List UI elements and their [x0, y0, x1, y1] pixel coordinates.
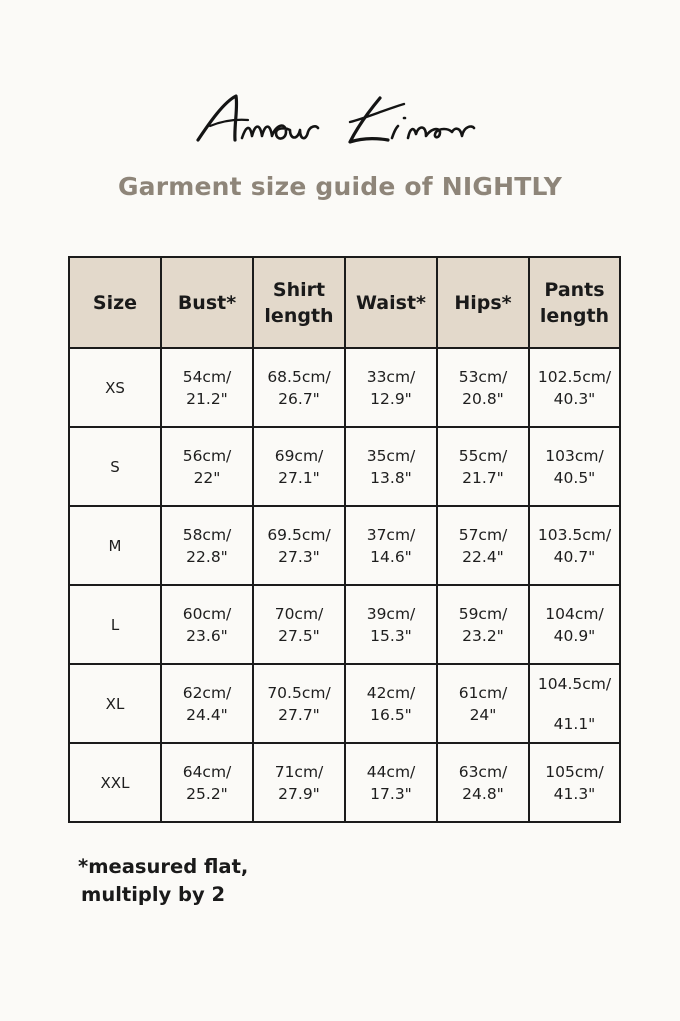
measurement-value: 41.1" [553, 714, 596, 733]
measurement-value: 24.8" [462, 784, 504, 803]
measurement-value: 23.6" [186, 626, 228, 645]
measurement-value: 35cm/ [366, 446, 416, 465]
measurement-value: 26.7" [278, 389, 320, 408]
measurement-value: 12.9" [370, 389, 412, 408]
measurement-cell-shirt-length [253, 427, 345, 506]
measurement-value: 40.5" [553, 468, 596, 487]
measurement-cell-hips [437, 348, 529, 427]
measurement-value: 69cm/ [274, 446, 324, 465]
measurement-value: 53cm/ [458, 367, 508, 386]
measurement-cell-bust [161, 506, 253, 585]
measurement-value: 44cm/ [366, 762, 416, 781]
measurement-value: 24.4" [186, 705, 228, 724]
measurement-value: 33cm/ [366, 367, 416, 386]
header-bust [161, 257, 253, 348]
table-header-row [69, 257, 620, 348]
header-size [69, 257, 161, 348]
measurement-value: 27.1" [278, 468, 320, 487]
measurement-value: 70.5cm/ [267, 683, 331, 702]
footnote-line-2: multiply by 2 [81, 883, 226, 906]
measurement-cell-hips [437, 427, 529, 506]
measurement-value: 25.2" [186, 784, 228, 803]
header-label: Hips* [454, 291, 512, 314]
measurement-value: 20.8" [462, 389, 504, 408]
measurement-cell-pants-length [529, 585, 620, 664]
measurement-value: 22.4" [462, 547, 504, 566]
measurement-value: 71cm/ [274, 762, 324, 781]
measurement-value: 42cm/ [366, 683, 416, 702]
header-waist [345, 257, 437, 348]
measurement-cell-hips [437, 664, 529, 743]
measurement-value: 40.3" [553, 389, 596, 408]
measurement-value: 27.9" [278, 784, 320, 803]
measurement-value: 15.3" [370, 626, 412, 645]
measurement-cell-hips [437, 585, 529, 664]
measurement-value: 41.3" [553, 784, 596, 803]
guide-subtitle: Garment size guide of NIGHTLY [117, 172, 563, 201]
header-label: length [264, 304, 334, 327]
size-label-cell: L [69, 585, 161, 664]
measurement-cell-waist [345, 664, 437, 743]
measurement-cell-pants-length [529, 743, 620, 822]
size-label-cell: XL [69, 664, 161, 743]
header-label: Bust* [177, 291, 237, 314]
measurement-value: 102.5cm/ [537, 367, 612, 386]
brand-logo [0, 88, 680, 156]
measurement-value: 21.2" [186, 389, 228, 408]
measurement-value: 104cm/ [545, 604, 604, 623]
brand-logo-script [190, 88, 490, 156]
measurement-cell-shirt-length [253, 743, 345, 822]
header-label: Shirt [272, 278, 326, 301]
size-guide-table [68, 256, 621, 823]
measurement-cell-bust [161, 348, 253, 427]
measurement-cell-waist [345, 427, 437, 506]
measurement-value: 103cm/ [545, 446, 604, 465]
measurement-value: 23.2" [462, 626, 504, 645]
size-label-cell: M [69, 506, 161, 585]
measurement-value: 16.5" [370, 705, 412, 724]
size-label-cell: XS [69, 348, 161, 427]
measurement-value: 70cm/ [274, 604, 324, 623]
measurement-value: 27.3" [278, 547, 320, 566]
measurement-value: 17.3" [370, 784, 412, 803]
measurement-value: 54cm/ [182, 367, 232, 386]
measurement-cell-hips [437, 743, 529, 822]
table-row [69, 348, 620, 427]
measurement-value: 22" [193, 468, 221, 487]
measurement-value: 27.5" [278, 626, 320, 645]
measurement-cell-shirt-length [253, 664, 345, 743]
measurement-cell-pants-length [529, 348, 620, 427]
size-label-cell: S [69, 427, 161, 506]
table-row [69, 743, 620, 822]
measurement-cell-hips [437, 506, 529, 585]
header-hips [437, 257, 529, 348]
header-label: Pants [544, 278, 605, 301]
measurement-value: 58cm/ [182, 525, 232, 544]
measurement-value: 63cm/ [458, 762, 508, 781]
measurement-value: 61cm/ [458, 683, 508, 702]
measurement-value: 64cm/ [182, 762, 232, 781]
measurement-value: 40.9" [553, 626, 596, 645]
measurement-cell-shirt-length [253, 348, 345, 427]
measurement-cell-shirt-length [253, 506, 345, 585]
measurement-value: 62cm/ [182, 683, 232, 702]
measurement-cell-waist [345, 348, 437, 427]
measurement-cell-waist [345, 743, 437, 822]
measurement-value: 57cm/ [458, 525, 508, 544]
header-pants-length [529, 257, 620, 348]
header-label: Size [92, 291, 138, 314]
table-row [69, 585, 620, 664]
measurement-value: 21.7" [462, 468, 504, 487]
measurement-value: 13.8" [370, 468, 412, 487]
footnote-line-1: *measured flat, [78, 855, 249, 878]
measurement-cell-pants-length [529, 664, 620, 743]
measurement-cell-bust [161, 664, 253, 743]
measurement-value: 40.7" [553, 547, 596, 566]
measurement-value: 105cm/ [545, 762, 604, 781]
measurement-cell-waist [345, 585, 437, 664]
measurement-cell-bust [161, 743, 253, 822]
measurement-cell-bust [161, 585, 253, 664]
measurement-value: 68.5cm/ [267, 367, 331, 386]
measurement-footnote [78, 853, 248, 909]
measurement-cell-pants-length [529, 506, 620, 585]
measurement-value: 37cm/ [366, 525, 416, 544]
table-row [69, 664, 620, 743]
measurement-value: 104.5cm/ [537, 674, 612, 693]
measurement-cell-waist [345, 506, 437, 585]
header-shirt-length [253, 257, 345, 348]
header-label: Waist* [356, 291, 426, 314]
measurement-value: 60cm/ [182, 604, 232, 623]
measurement-cell-bust [161, 427, 253, 506]
measurement-value: 14.6" [370, 547, 412, 566]
measurement-value: 27.7" [278, 705, 320, 724]
measurement-value: 69.5cm/ [267, 525, 331, 544]
table-row [69, 427, 620, 506]
size-label-cell: XXL [69, 743, 161, 822]
measurement-value: 56cm/ [182, 446, 232, 465]
measurement-value: 55cm/ [458, 446, 508, 465]
measurement-cell-shirt-length [253, 585, 345, 664]
measurement-value: 59cm/ [458, 604, 508, 623]
table-row [69, 506, 620, 585]
measurement-value: 24" [469, 705, 497, 724]
measurement-value: 103.5cm/ [537, 525, 612, 544]
measurement-value: 39cm/ [366, 604, 416, 623]
header-label: length [539, 304, 610, 327]
measurement-value: 22.8" [186, 547, 228, 566]
measurement-cell-pants-length [529, 427, 620, 506]
